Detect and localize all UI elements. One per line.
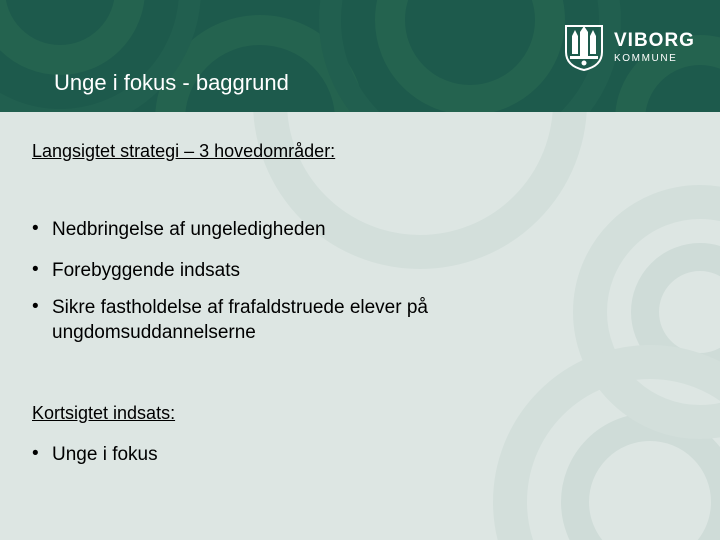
list-item: Forebyggende indsats (52, 260, 241, 281)
bullet-icon: • (32, 443, 39, 464)
section-heading: Kortsigtet indsats: (32, 403, 176, 423)
bullet-icon: • (32, 259, 39, 280)
logo-name: VIBORG (614, 30, 695, 51)
bullet-icon: • (32, 218, 39, 239)
logo-subtitle: KOMMUNE (614, 53, 678, 64)
section-heading: Langsigtet strategi – 3 hovedområder: (32, 141, 336, 161)
bullet-icon: • (32, 296, 39, 317)
list-item: Nedbringelse af ungeledigheden (52, 219, 326, 240)
list-item: Sikre fastholdelse af frafaldstruede elever på ungdomsuddannelserne (52, 297, 428, 343)
list-item: Unge i fokus (52, 444, 158, 465)
slide-title: Unge i fokus - baggrund (54, 70, 289, 95)
